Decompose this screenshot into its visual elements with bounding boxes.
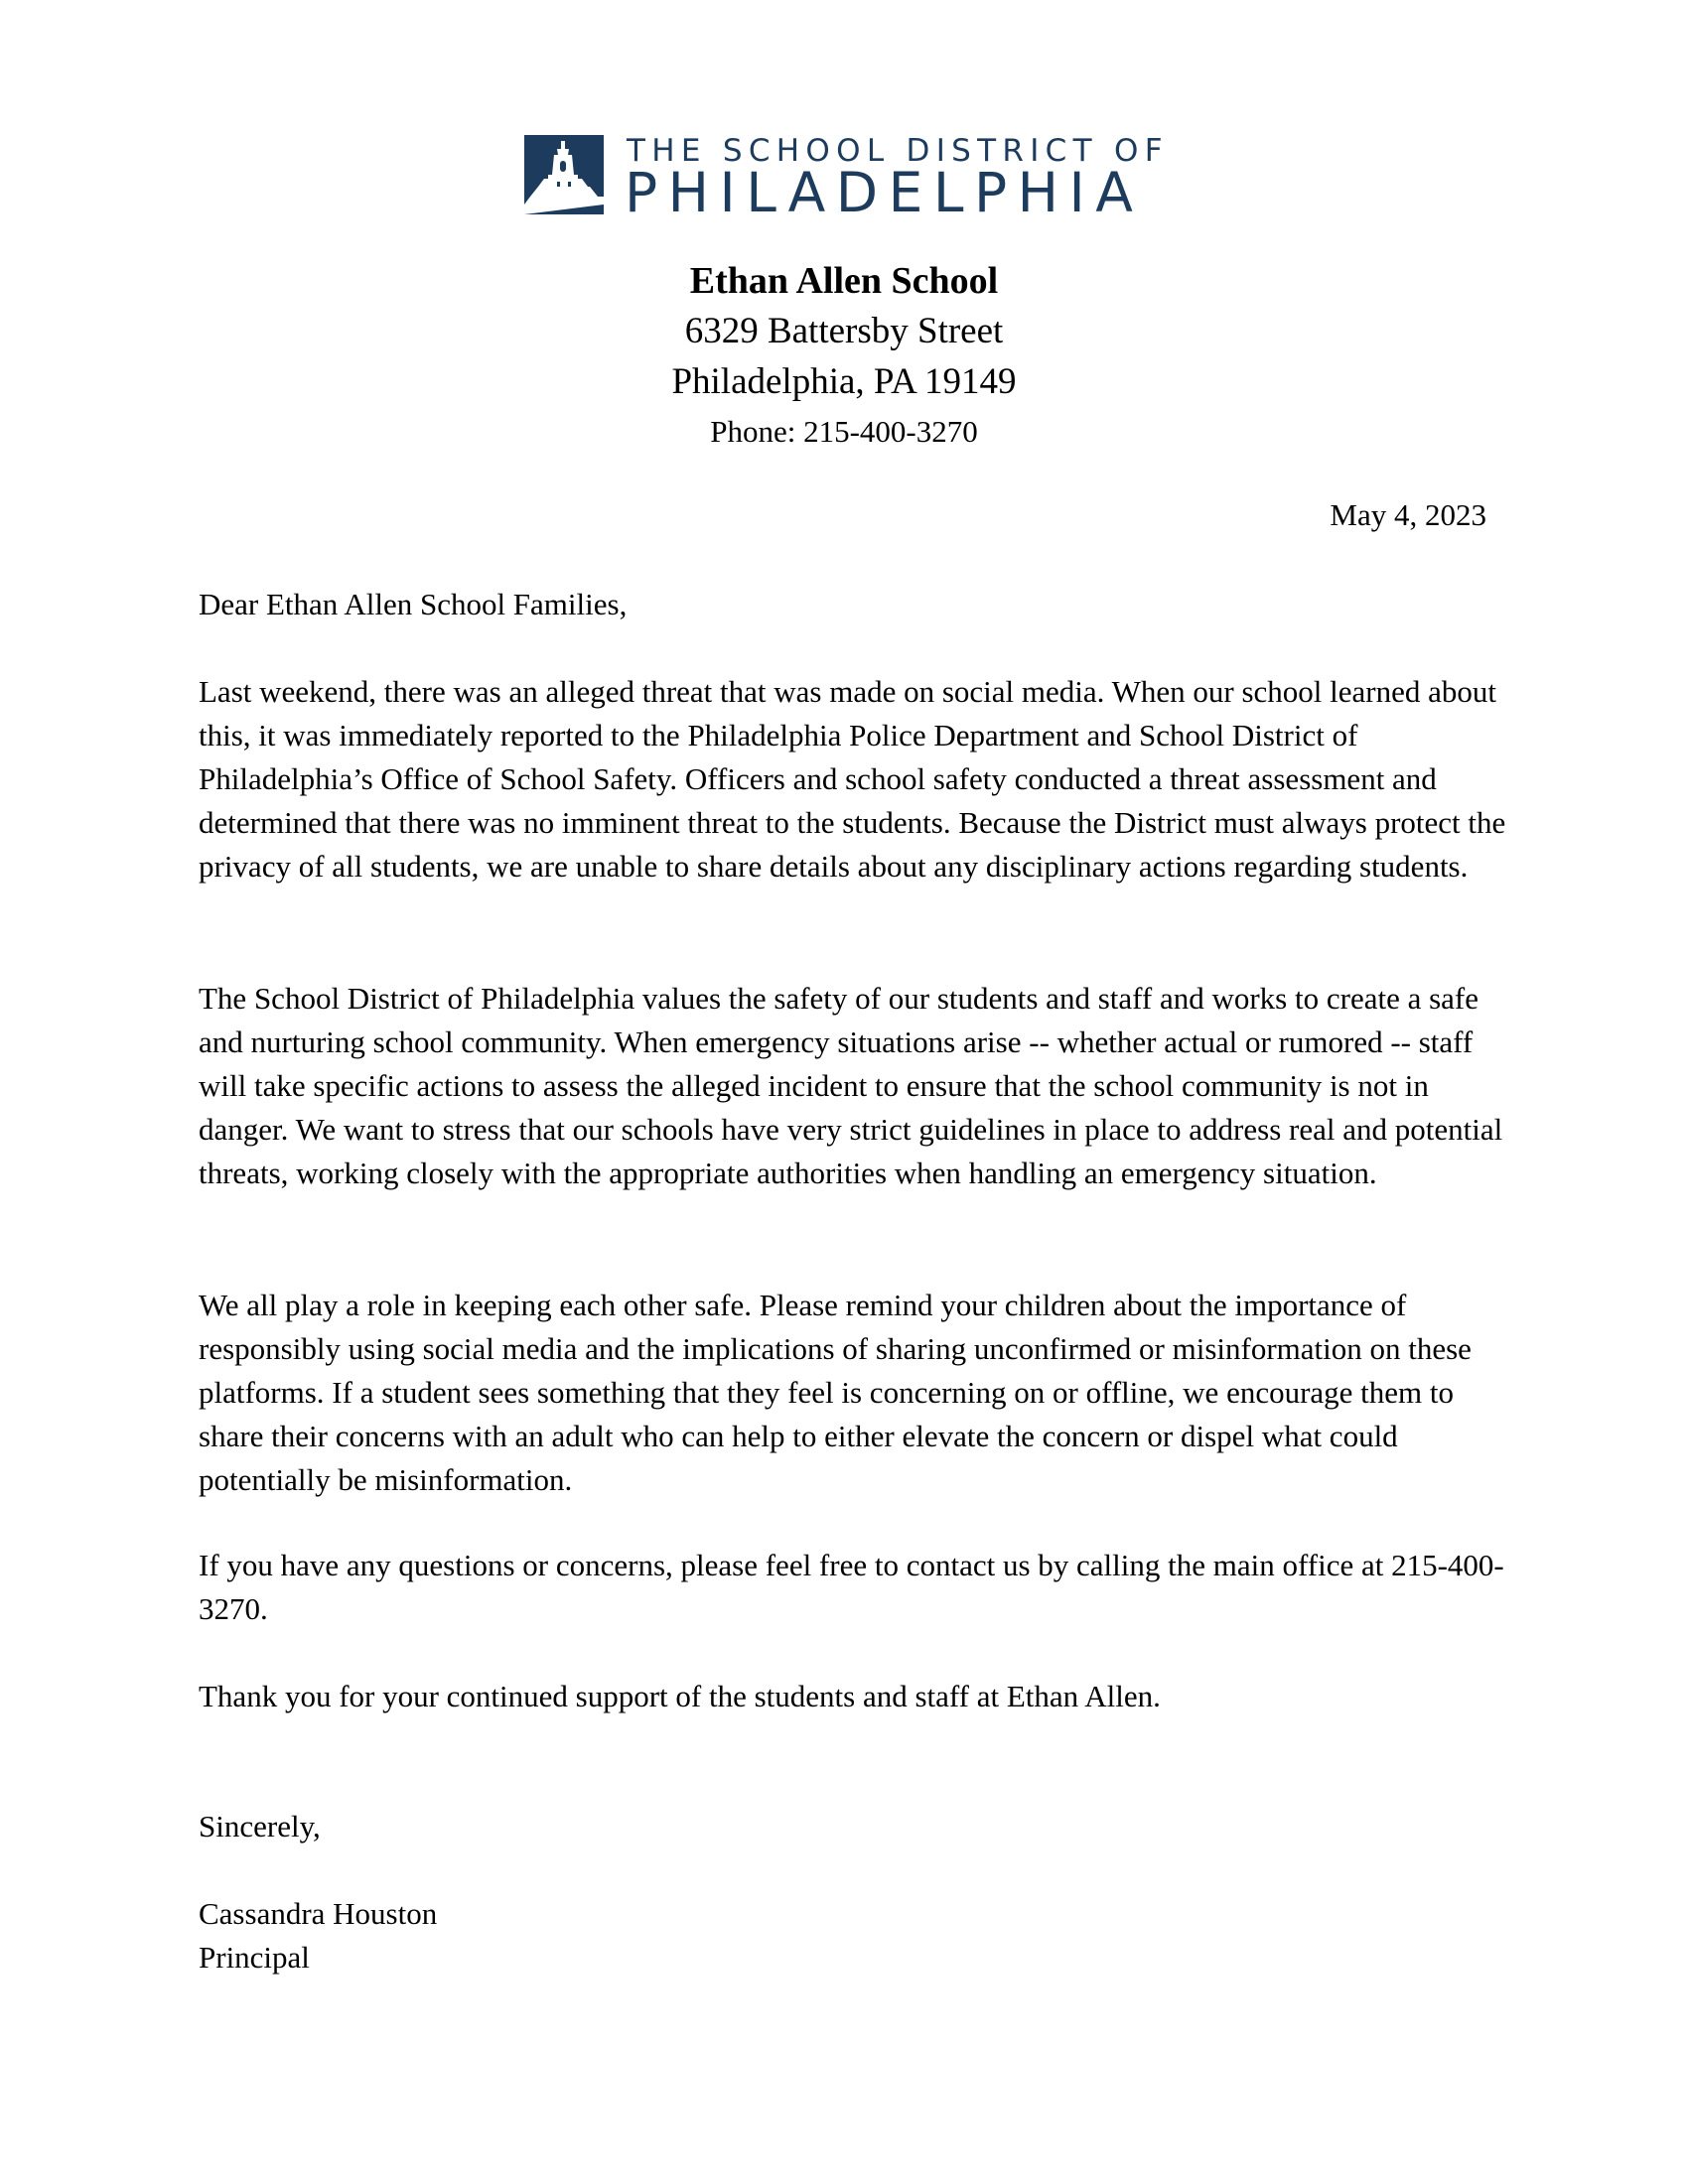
school-name: Ethan Allen School — [689, 260, 999, 302]
closing: Sincerely, — [199, 1809, 321, 1843]
letterhead — [0, 256, 1688, 457]
signer-name: Cassandra Houston — [199, 1896, 438, 1931]
street-address: 6329 Battersby Street — [684, 311, 1004, 351]
paragraph-2: The School District of Philadelphia values the safety of our students and staff and works to create a safe and nurturing school community. When emergency situations arise -- whether actual or rumored -- staff will take specific actions to assess the alleged incident to ensure that the school community is not in danger. We want to stress that our schools have very strict guidelines in place to address real and potential threats, working closely with the appropriate authorities when handling an emergency situation. — [199, 981, 1503, 1190]
bell-tower-icon — [524, 135, 604, 214]
paragraph-4: If you have any questions or concerns, please feel free to contact us by calling the main office at 215-400-3270. — [199, 1548, 1504, 1626]
letter-date: May 4, 2023 — [1330, 497, 1486, 532]
salutation: Dear Ethan Allen School Families, — [199, 587, 628, 621]
city-state-zip: Philadelphia, PA 19149 — [671, 361, 1017, 402]
paragraph-5: Thank you for your continued support of the students and staff at Ethan Allen. — [199, 1679, 1161, 1713]
signer-title: Principal — [199, 1940, 310, 1975]
district-logo — [524, 132, 1169, 224]
paragraph-3: We all play a role in keeping each other safe. Please remind your children about the importance of responsibly using social media and the implications of sharing unconfirmed or misinformation on these platforms. If a student sees something that they feel is concerning on or offline, we encourage them to share their concerns with an adult who can help to either elevate the concern or dispel what could potentially be misinformation. — [199, 1288, 1472, 1497]
paragraph-1: Last weekend, there was an alleged threat that was made on social media. When our school learned about this, it was immediately reported to the Philadelphia Police Department and School District of Philadelphia’s Office of School Safety. Officers and school safety conducted a threat assessment and determined that there was no imminent threat to the students. Because the District must always protect the privacy of all students, we are unable to share details about any disciplinary actions regarding students. — [199, 674, 1506, 884]
phone-number: Phone: 215-400-3270 — [710, 414, 978, 449]
logo-line-2: PHILADELPHIA — [625, 161, 1144, 224]
logo-line-1: THE SCHOOL DISTRICT OF — [627, 133, 1169, 169]
